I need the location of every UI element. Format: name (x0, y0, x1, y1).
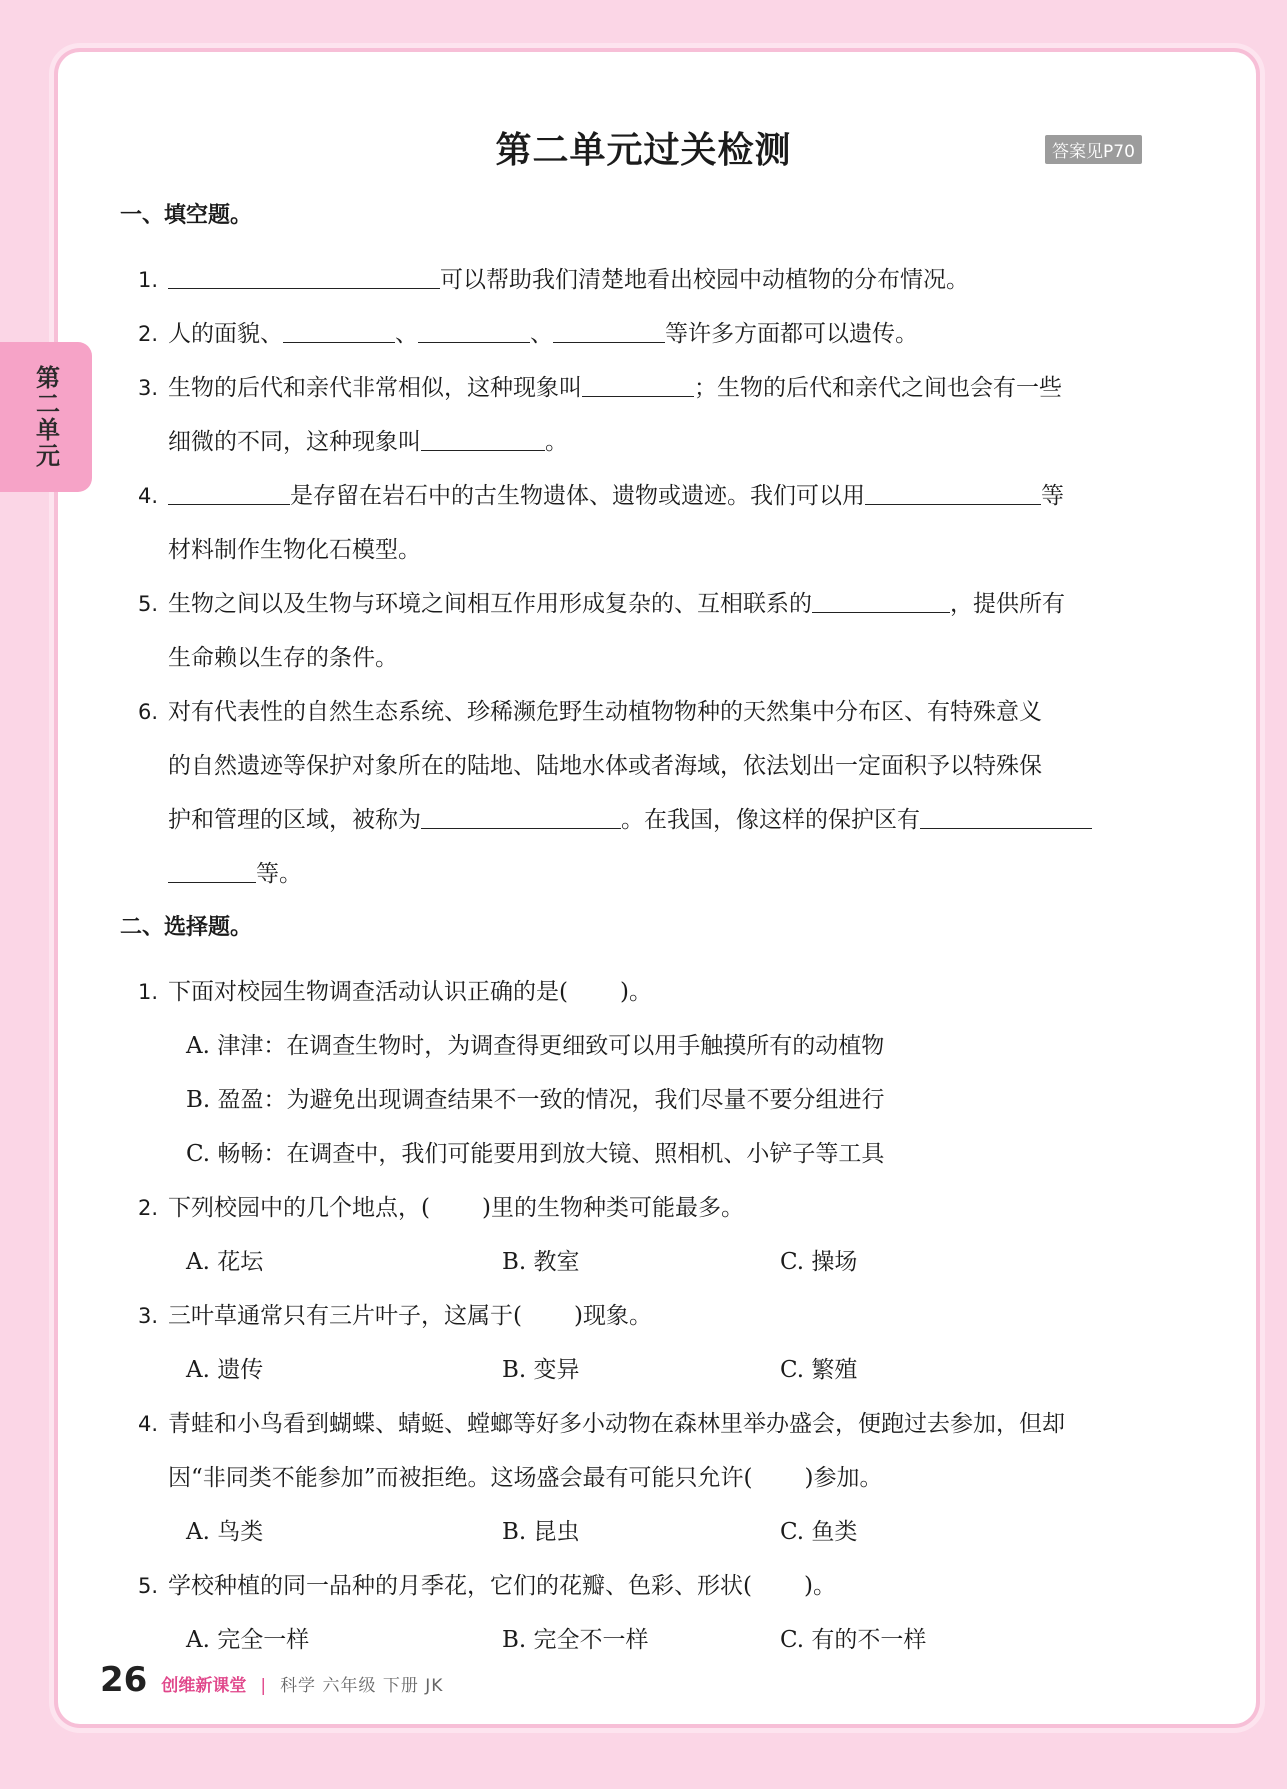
question-number: 2. (137, 322, 158, 346)
option-b: B. 教室 (502, 1249, 580, 1275)
question-number: 5. (137, 592, 158, 616)
question-text: 等许多方面都可以遗传。 (665, 321, 918, 347)
option-a: A. 津津：在调查生物时，为调查得更细致可以用手触摸所有的动植物 (186, 1033, 885, 1059)
question-text: )现象。 (573, 1303, 652, 1329)
question-text: )。 (619, 979, 652, 1005)
question-text: 生物的后代和亲代非常相似，这种现象叫 (168, 375, 582, 401)
question-number: 6. (137, 700, 158, 724)
question-text: 的自然遗迹等保护对象所在的陆地、陆地水体或者海域，依法划出一定面积予以特殊保 (168, 753, 1042, 779)
fill-question-4 (120, 469, 1160, 577)
fill-question-5 (120, 577, 1160, 685)
answer-blank[interactable] (421, 805, 621, 829)
question-text: ，提供所有 (950, 591, 1065, 617)
answer-blank[interactable] (168, 859, 256, 883)
question-text: 青蛙和小鸟看到蝴蝶、蜻蜓、螳螂等好多小动物在森林里举办盛会，便跑过去参加，但却 (168, 1411, 1065, 1437)
option-a: A. 花坛 (186, 1249, 264, 1275)
side-tab-label: 第二单元 (31, 365, 60, 469)
question-text: 、 (395, 321, 418, 347)
footer-separator: | (260, 1676, 267, 1696)
question-text: 学校种植的同一品种的月季花，它们的花瓣、色彩、形状( (168, 1573, 752, 1599)
question-text: 、 (530, 321, 553, 347)
answer-blank[interactable] (283, 319, 395, 343)
answer-blank[interactable] (920, 805, 1092, 829)
unit-side-tab (0, 342, 92, 492)
fill-question-3 (120, 361, 1160, 469)
question-number: 5. (137, 1574, 158, 1598)
question-text: 因“非同类不能参加”而被拒绝。这场盛会最有可能只允许( (168, 1465, 753, 1491)
options-row (120, 1343, 1160, 1397)
question-text: )里的生物种类可能最多。 (481, 1195, 744, 1221)
choice-question-3 (120, 1289, 1160, 1343)
question-text: 等。 (256, 861, 302, 887)
choice-question-1 (120, 965, 1160, 1019)
option-c: C. 操场 (780, 1249, 858, 1275)
question-text: 材料制作生物化石模型。 (168, 537, 421, 563)
question-number: 3. (137, 1304, 158, 1328)
fill-question-2 (120, 307, 1160, 361)
question-text: 生命赖以生存的条件。 (168, 645, 398, 671)
option-b: B. 完全不一样 (502, 1627, 649, 1653)
option-c: C. 畅畅：在调查中，我们可能要用到放大镜、照相机、小铲子等工具 (186, 1141, 885, 1167)
choice-question-5 (120, 1559, 1160, 1613)
option-b: B. 盈盈：为避免出现调查结果不一致的情况，我们尽量不要分组进行 (186, 1087, 885, 1113)
options-row (120, 1235, 1160, 1289)
question-text: )参加。 (804, 1465, 883, 1491)
question-text: 对有代表性的自然生态系统、珍稀濒危野生动植物物种的天然集中分布区、有特殊意义 (168, 699, 1042, 725)
page-footer (100, 1660, 443, 1700)
question-text: 。 (545, 429, 568, 455)
question-text: ；生物的后代和亲代之间也会有一些 (694, 375, 1062, 401)
answer-blank[interactable] (582, 373, 694, 397)
option-c: C. 繁殖 (780, 1357, 858, 1383)
page-title: 第二单元过关检测 (495, 130, 792, 171)
question-text: 护和管理的区域，被称为 (168, 807, 421, 833)
option-a: A. 完全一样 (186, 1627, 310, 1653)
question-number: 4. (137, 1412, 158, 1436)
fill-question-1 (120, 253, 1160, 307)
options-row (120, 1505, 1160, 1559)
options-row (120, 1613, 1160, 1667)
question-text: 生物之间以及生物与环境之间相互作用形成复杂的、互相联系的 (168, 591, 812, 617)
question-text: )。 (803, 1573, 836, 1599)
answer-blank[interactable] (812, 589, 950, 613)
option-b: B. 昆虫 (502, 1519, 580, 1545)
question-text: 下列校园中的几个地点，( (168, 1195, 430, 1221)
question-text: 三叶草通常只有三片叶子，这属于( (168, 1303, 522, 1329)
book-info: 科学 六年级 下册 JK (280, 1676, 444, 1696)
choice-question-2 (120, 1181, 1160, 1235)
answer-blank[interactable] (418, 319, 530, 343)
fill-question-6 (120, 685, 1160, 901)
choice-question-4 (120, 1397, 1160, 1505)
question-number: 1. (137, 980, 158, 1004)
section-fill-blank-heading: 一、填空题。 (120, 203, 253, 228)
question-text: 下面对校园生物调查活动认识正确的是( (168, 979, 568, 1005)
book-brand: 创维新课堂 (161, 1676, 247, 1696)
question-number: 4. (137, 484, 158, 508)
question-text: 人的面貌、 (168, 321, 283, 347)
answer-blank[interactable] (421, 427, 545, 451)
option-c: C. 有的不一样 (780, 1627, 927, 1653)
question-text: 细微的不同，这种现象叫 (168, 429, 421, 455)
section-multiple-choice-heading: 二、选择题。 (120, 915, 253, 940)
answer-blank[interactable] (168, 481, 290, 505)
worksheet-content (120, 195, 1160, 1667)
answer-blank[interactable] (168, 265, 440, 289)
option-a: A. 鸟类 (186, 1519, 264, 1545)
question-number: 1. (137, 268, 158, 292)
question-text: 是存留在岩石中的古生物遗体、遗物或遗迹。我们可以用 (290, 483, 865, 509)
question-text: 等 (1041, 483, 1064, 509)
question-text: 。在我国，像这样的保护区有 (621, 807, 920, 833)
question-text: 可以帮助我们清楚地看出校园中动植物的分布情况。 (440, 267, 969, 293)
answer-blank[interactable] (865, 481, 1041, 505)
option-a: A. 遗传 (186, 1357, 264, 1383)
answer-reference-badge: 答案见P70 (1045, 135, 1142, 164)
page-number: 26 (100, 1660, 148, 1700)
answer-blank[interactable] (553, 319, 665, 343)
option-b: B. 变异 (502, 1357, 580, 1383)
question-number: 2. (137, 1196, 158, 1220)
question-number: 3. (137, 376, 158, 400)
option-c: C. 鱼类 (780, 1519, 858, 1545)
